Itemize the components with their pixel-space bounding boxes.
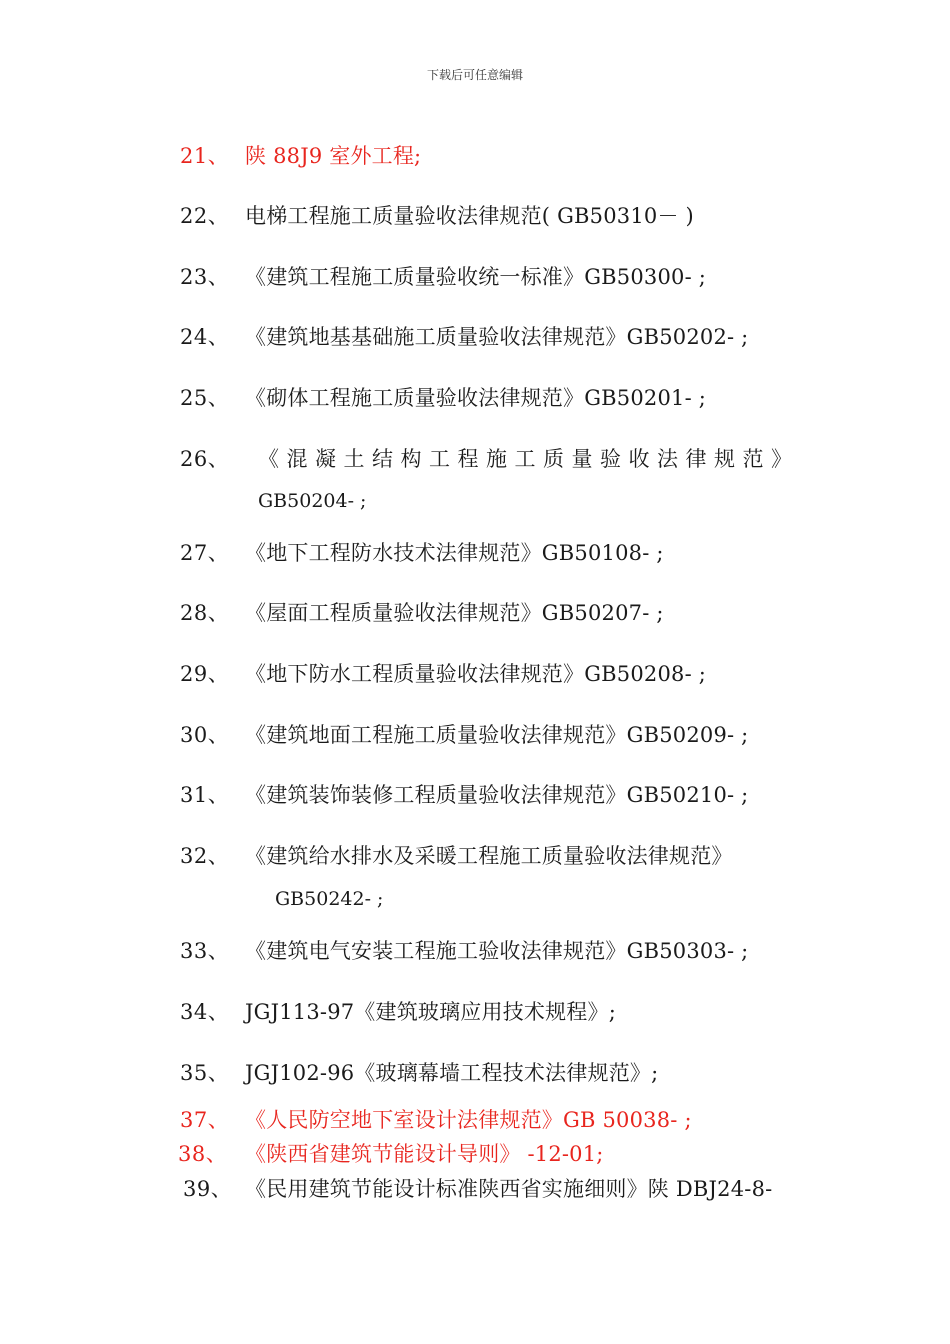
item-text: JGJ102-96《玻璃幕墙工程技术法律规范》; <box>245 1061 659 1085</box>
item-text: 《建筑装饰装修工程质量验收法律规范》GB50210- ; <box>245 783 749 807</box>
item-text: 《砌体工程施工质量验收法律规范》GB50201- ; <box>245 386 707 410</box>
item-text: 陕 88J9 室外工程; <box>245 144 422 168</box>
item-number: 24、 <box>180 325 230 349</box>
item-number: 29、 <box>180 662 230 686</box>
item-text: 《陕西省建筑节能设计导则》 -12-01; <box>245 1142 604 1166</box>
item-number: 22、 <box>180 204 230 228</box>
item-number: 26、 <box>180 447 230 471</box>
item-number: 38、 <box>178 1142 228 1166</box>
item-text: 《混凝土结构工程施工质量验收法律规范》 <box>258 447 800 471</box>
item-number: 33、 <box>180 939 230 963</box>
item-number: 39、 <box>183 1177 233 1201</box>
item-text: 《建筑工程施工质量验收统一标准》GB50300- ; <box>245 265 707 289</box>
item-number: 30、 <box>180 723 230 747</box>
item-number: 25、 <box>180 386 230 410</box>
item-text: 《建筑地基基础施工质量验收法律规范》GB50202- ; <box>245 325 749 349</box>
item-number: 27、 <box>180 541 230 565</box>
item-text: 《建筑给水排水及采暖工程施工质量验收法律规范》 <box>245 844 733 868</box>
item-text: JGJ113-97《建筑玻璃应用技术规程》; <box>245 1000 616 1024</box>
item-text: 电梯工程施工质量验收法律规范( GB50310－ ) <box>245 204 694 228</box>
item-text: 《屋面工程质量验收法律规范》GB50207- ; <box>245 601 664 625</box>
item-number: 28、 <box>180 601 230 625</box>
item-text: 《地下工程防水技术法律规范》GB50108- ; <box>245 541 664 565</box>
item-number: 32、 <box>180 844 230 868</box>
item-text: 《地下防水工程质量验收法律规范》GB50208- ; <box>245 662 707 686</box>
item-number: 23、 <box>180 265 230 289</box>
item-text: 《民用建筑节能设计标准陕西省实施细则》陕 DBJ24-8- <box>245 1177 773 1201</box>
item-text: 《建筑电气安装工程施工验收法律规范》GB50303- ; <box>245 939 749 963</box>
item-number: 37、 <box>180 1108 230 1132</box>
item-number: 31、 <box>180 783 230 807</box>
item-number: 21、 <box>180 144 230 168</box>
item-continuation-text: GB50242- ; <box>275 888 384 910</box>
page-header: 下载后可任意编辑 <box>426 68 523 82</box>
item-text: 《建筑地面工程施工质量验收法律规范》GB50209- ; <box>245 723 749 747</box>
item-number: 34、 <box>180 1000 230 1024</box>
item-continuation-text: GB50204- ; <box>258 490 367 512</box>
item-number: 35、 <box>180 1061 230 1085</box>
item-text: 《人民防空地下室设计法律规范》GB 50038- ; <box>245 1108 692 1132</box>
